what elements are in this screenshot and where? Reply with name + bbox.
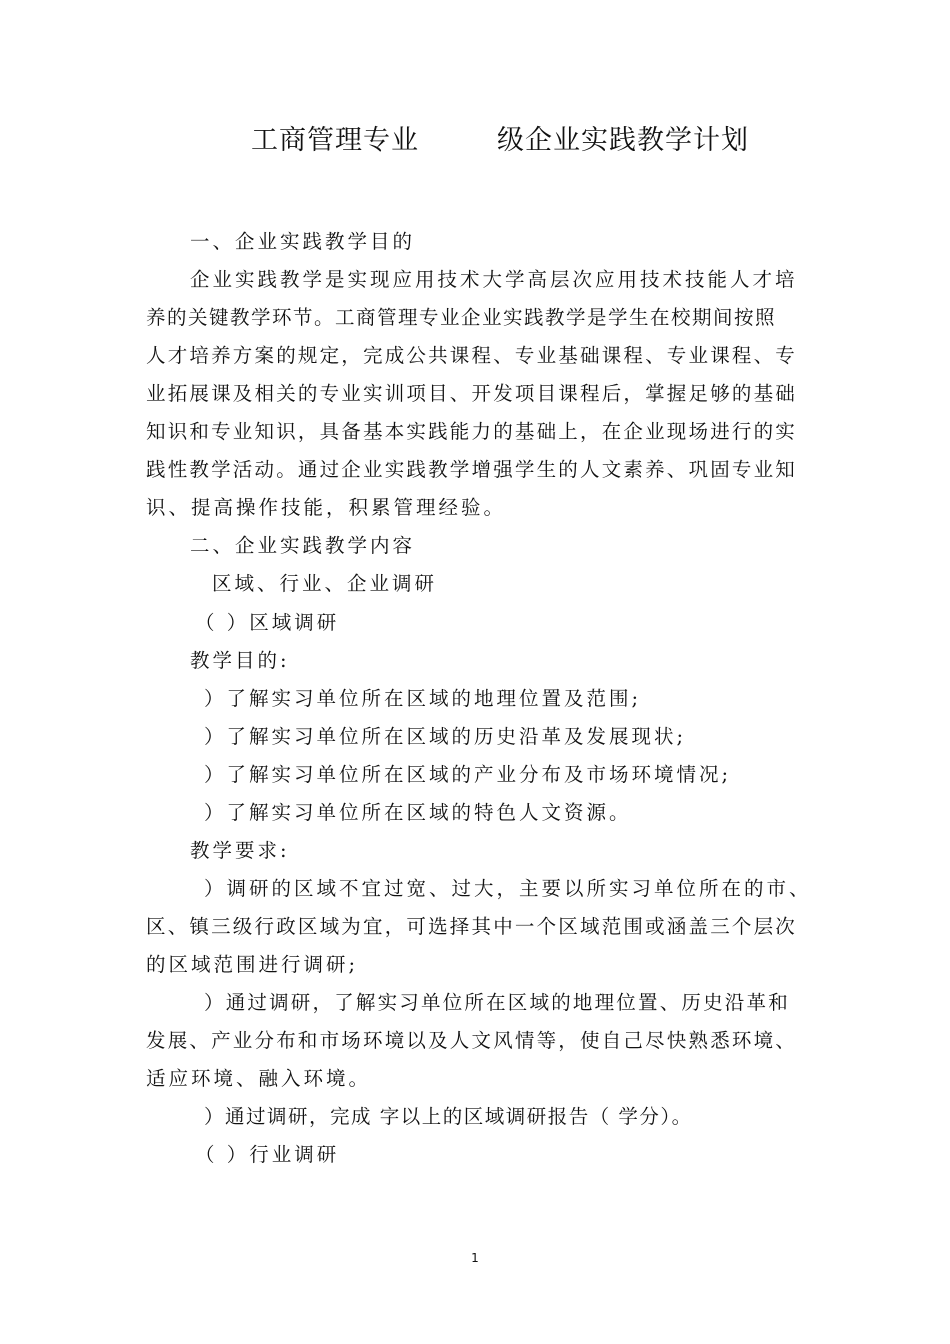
subsection-heading: （ ）行业调研 — [195, 1143, 340, 1166]
paragraph-line: 践性教学活动。通过企业实践教学增强学生的人文素养、巩固专业知 — [146, 458, 798, 481]
subsection-heading: 区域、行业、企业调研 — [212, 572, 438, 595]
paragraph-line: 的区域范围进行调研; — [146, 953, 359, 976]
paragraph-line: 区、镇三级行政区域为宜，可选择其中一个区域范围或涵盖三个层次 — [146, 915, 798, 938]
paragraph-line: 适应环境、融入环境。 — [146, 1067, 372, 1090]
paragraph-line: 识、提高操作技能，积累管理经验。 — [146, 496, 507, 519]
paragraph-line: 养的关键教学环节。工商管理专业企业实践教学是学生在校期间按照 — [146, 306, 777, 329]
list-item: ）了解实习单位所在区域的特色人文资源。 — [204, 801, 632, 824]
list-item: ）了解实习单位所在区域的历史沿革及发展现状; — [204, 725, 687, 748]
subsection-heading: （ ）区域调研 — [195, 611, 340, 634]
list-item: ）通过调研，了解实习单位所在区域的地理位置、历史沿革和 — [204, 991, 790, 1014]
paragraph-line: 发展、产业分布和市场环境以及人文风情等，使自己尽快熟悉环境、 — [146, 1029, 798, 1052]
list-label: 教学目的: — [190, 649, 290, 672]
paragraph-line: 业拓展课及相关的专业实训项目、开发项目课程后，掌握足够的基础 — [146, 382, 798, 405]
document-title-part2: 级企业实践教学计划 — [497, 125, 749, 156]
list-item: ）通过调研，完成 字以上的区域调研报告（ 学分）。 — [204, 1105, 693, 1128]
section-heading-2: 二、企业实践教学内容 — [190, 534, 416, 557]
section-heading-1: 一、企业实践教学目的 — [190, 230, 416, 253]
page-number: 1 — [471, 1251, 479, 1265]
list-item: ）了解实习单位所在区域的地理位置及范围; — [204, 687, 642, 710]
paragraph-line: 企业实践教学是实现应用技术大学高层次应用技术技能人才培 — [190, 268, 798, 291]
list-label: 教学要求: — [190, 839, 290, 862]
list-item: ）了解实习单位所在区域的产业分布及市场环境情况; — [204, 763, 732, 786]
paragraph-line: 人才培养方案的规定，完成公共课程、专业基础课程、专业课程、专 — [146, 344, 798, 367]
list-item: ）调研的区域不宜过宽、过大，主要以所实习单位所在的市、 — [204, 877, 812, 900]
document-title-part1: 工商管理专业 — [251, 125, 419, 156]
paragraph-line: 知识和专业知识，具备基本实践能力的基础上，在企业现场进行的实 — [146, 420, 798, 443]
